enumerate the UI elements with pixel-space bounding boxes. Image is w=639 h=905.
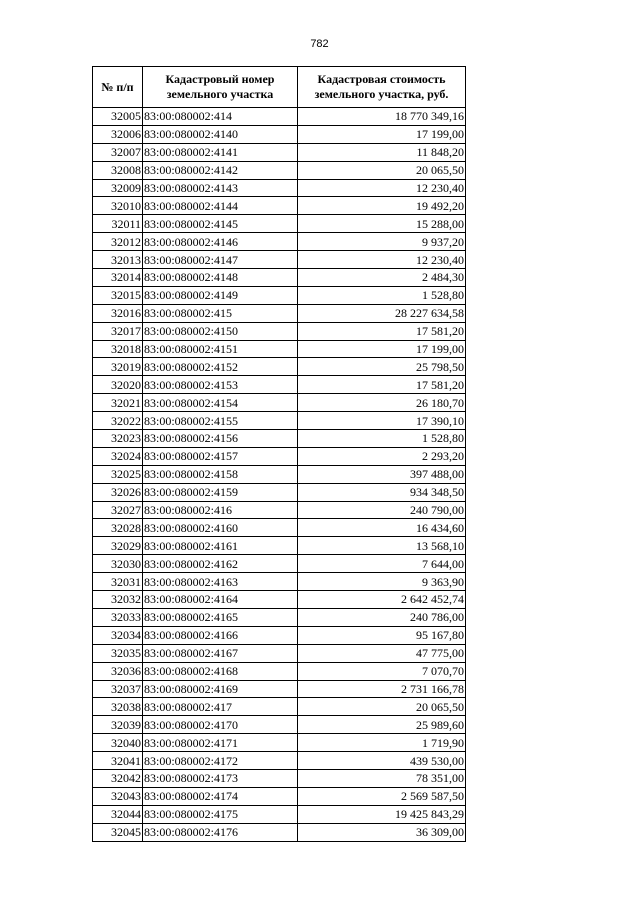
cell-cadastral-number: 83:00:080002:4164 — [143, 591, 298, 609]
table-row — [93, 394, 466, 412]
cell-cadastral-value: 7 644,00 — [298, 555, 466, 573]
cell-cadastral-value: 13 568,10 — [298, 537, 466, 555]
table-row — [93, 143, 466, 161]
table-row — [93, 501, 466, 519]
cell-row-number: 32036 — [93, 662, 143, 680]
table-row — [93, 805, 466, 823]
cell-cadastral-number: 83:00:080002:4165 — [143, 608, 298, 626]
cell-cadastral-number: 83:00:080002:417 — [143, 698, 298, 716]
table-row — [93, 734, 466, 752]
table-row — [93, 555, 466, 573]
cell-cadastral-number: 83:00:080002:416 — [143, 501, 298, 519]
cell-row-number: 32034 — [93, 626, 143, 644]
table-row — [93, 787, 466, 805]
cell-cadastral-number: 83:00:080002:4173 — [143, 769, 298, 787]
page-number: 782 — [310, 38, 329, 50]
cell-cadastral-number: 83:00:080002:4145 — [143, 215, 298, 233]
cell-cadastral-number: 83:00:080002:4156 — [143, 430, 298, 448]
cell-cadastral-value: 12 230,40 — [298, 251, 466, 269]
cell-cadastral-number: 83:00:080002:4171 — [143, 734, 298, 752]
cell-cadastral-number: 83:00:080002:4152 — [143, 358, 298, 376]
cell-cadastral-number: 83:00:080002:414 — [143, 108, 298, 126]
cell-cadastral-number: 83:00:080002:4144 — [143, 197, 298, 215]
cell-row-number: 32028 — [93, 519, 143, 537]
cell-row-number: 32018 — [93, 340, 143, 358]
cell-cadastral-value: 9 363,90 — [298, 573, 466, 591]
cell-row-number: 32042 — [93, 769, 143, 787]
cell-cadastral-value: 240 790,00 — [298, 501, 466, 519]
cell-cadastral-value: 18 770 349,16 — [298, 108, 466, 126]
cell-row-number: 32007 — [93, 143, 143, 161]
cell-cadastral-value: 95 167,80 — [298, 626, 466, 644]
table-row — [93, 322, 466, 340]
cell-row-number: 32037 — [93, 680, 143, 698]
cadastral-value-table — [92, 66, 466, 842]
cell-cadastral-value: 2 484,30 — [298, 269, 466, 287]
cell-cadastral-value: 16 434,60 — [298, 519, 466, 537]
table-row — [93, 662, 466, 680]
cell-cadastral-number: 83:00:080002:4142 — [143, 161, 298, 179]
cell-cadastral-number: 83:00:080002:4168 — [143, 662, 298, 680]
cell-cadastral-value: 17 199,00 — [298, 340, 466, 358]
cell-row-number: 32035 — [93, 644, 143, 662]
cell-cadastral-number: 83:00:080002:4155 — [143, 412, 298, 430]
table-row — [93, 823, 466, 841]
cell-row-number: 32032 — [93, 591, 143, 609]
table-row — [93, 608, 466, 626]
cell-cadastral-number: 83:00:080002:4148 — [143, 269, 298, 287]
cell-row-number: 32040 — [93, 734, 143, 752]
cell-cadastral-number: 83:00:080002:4169 — [143, 680, 298, 698]
table-row — [93, 161, 466, 179]
cell-row-number: 32025 — [93, 465, 143, 483]
cell-cadastral-number: 83:00:080002:4147 — [143, 251, 298, 269]
cell-cadastral-value: 1 719,90 — [298, 734, 466, 752]
cell-cadastral-value: 47 775,00 — [298, 644, 466, 662]
cell-cadastral-value: 2 293,20 — [298, 447, 466, 465]
cell-row-number: 32013 — [93, 251, 143, 269]
cell-cadastral-number: 83:00:080002:4146 — [143, 233, 298, 251]
cell-row-number: 32043 — [93, 787, 143, 805]
cell-cadastral-value: 1 528,80 — [298, 430, 466, 448]
table-row — [93, 447, 466, 465]
cell-row-number: 32005 — [93, 108, 143, 126]
header-cadastral-value: Кадастровая стоимость земельного участка, руб. — [298, 67, 466, 108]
cell-row-number: 32006 — [93, 125, 143, 143]
cell-cadastral-number: 83:00:080002:4150 — [143, 322, 298, 340]
cell-cadastral-value: 19 425 843,29 — [298, 805, 466, 823]
cell-row-number: 32044 — [93, 805, 143, 823]
table-row — [93, 286, 466, 304]
cell-row-number: 32030 — [93, 555, 143, 573]
table-row — [93, 519, 466, 537]
cell-cadastral-value: 25 798,50 — [298, 358, 466, 376]
header-cadastral-number: Кадастровый номер земельного участка — [143, 67, 298, 108]
table-row — [93, 430, 466, 448]
cell-cadastral-number: 83:00:080002:4140 — [143, 125, 298, 143]
table-row — [93, 108, 466, 126]
cell-cadastral-value: 934 348,50 — [298, 483, 466, 501]
cell-cadastral-number: 83:00:080002:4154 — [143, 394, 298, 412]
cell-cadastral-number: 83:00:080002:4162 — [143, 555, 298, 573]
cell-cadastral-number: 83:00:080002:4161 — [143, 537, 298, 555]
cell-row-number: 32012 — [93, 233, 143, 251]
table-row — [93, 251, 466, 269]
cell-row-number: 32019 — [93, 358, 143, 376]
table-body — [93, 108, 466, 842]
table-row — [93, 465, 466, 483]
cell-cadastral-number: 83:00:080002:4166 — [143, 626, 298, 644]
table-row — [93, 769, 466, 787]
cell-cadastral-value: 20 065,50 — [298, 161, 466, 179]
table-row — [93, 358, 466, 376]
cell-cadastral-value: 17 199,00 — [298, 125, 466, 143]
cell-row-number: 32009 — [93, 179, 143, 197]
table-row — [93, 233, 466, 251]
cell-cadastral-value: 25 989,60 — [298, 716, 466, 734]
table-row — [93, 591, 466, 609]
cell-row-number: 32020 — [93, 376, 143, 394]
cell-cadastral-value: 7 070,70 — [298, 662, 466, 680]
cell-cadastral-value: 26 180,70 — [298, 394, 466, 412]
cell-cadastral-value: 78 351,00 — [298, 769, 466, 787]
table-row — [93, 179, 466, 197]
cell-row-number: 32016 — [93, 304, 143, 322]
cell-row-number: 32031 — [93, 573, 143, 591]
cell-cadastral-number: 83:00:080002:4158 — [143, 465, 298, 483]
cell-cadastral-value: 19 492,20 — [298, 197, 466, 215]
cell-cadastral-number: 83:00:080002:4163 — [143, 573, 298, 591]
cell-cadastral-value: 17 390,10 — [298, 412, 466, 430]
cell-cadastral-number: 83:00:080002:4149 — [143, 286, 298, 304]
table-row — [93, 125, 466, 143]
cell-cadastral-value: 439 530,00 — [298, 752, 466, 770]
cell-cadastral-value: 1 528,80 — [298, 286, 466, 304]
cell-row-number: 32022 — [93, 412, 143, 430]
table-row — [93, 215, 466, 233]
cell-row-number: 32026 — [93, 483, 143, 501]
cell-cadastral-value: 20 065,50 — [298, 698, 466, 716]
table-row — [93, 752, 466, 770]
cell-cadastral-value: 9 937,20 — [298, 233, 466, 251]
cell-cadastral-value: 12 230,40 — [298, 179, 466, 197]
table-row — [93, 340, 466, 358]
cell-cadastral-number: 83:00:080002:4172 — [143, 752, 298, 770]
cell-cadastral-value: 397 488,00 — [298, 465, 466, 483]
cell-row-number: 32024 — [93, 447, 143, 465]
table-row — [93, 376, 466, 394]
cell-cadastral-number: 83:00:080002:4157 — [143, 447, 298, 465]
table-row — [93, 537, 466, 555]
cell-cadastral-number: 83:00:080002:4170 — [143, 716, 298, 734]
cell-cadastral-number: 83:00:080002:4175 — [143, 805, 298, 823]
cell-row-number: 32041 — [93, 752, 143, 770]
cell-cadastral-value: 15 288,00 — [298, 215, 466, 233]
cell-cadastral-value: 17 581,20 — [298, 376, 466, 394]
cell-cadastral-number: 83:00:080002:415 — [143, 304, 298, 322]
table-row — [93, 412, 466, 430]
cell-row-number: 32010 — [93, 197, 143, 215]
table-row — [93, 304, 466, 322]
cell-cadastral-number: 83:00:080002:4174 — [143, 787, 298, 805]
cell-cadastral-number: 83:00:080002:4159 — [143, 483, 298, 501]
cell-row-number: 32011 — [93, 215, 143, 233]
header-row-number: № п/п — [93, 67, 143, 108]
cell-cadastral-number: 83:00:080002:4143 — [143, 179, 298, 197]
cell-row-number: 32017 — [93, 322, 143, 340]
cell-cadastral-value: 2 731 166,78 — [298, 680, 466, 698]
cell-cadastral-value: 17 581,20 — [298, 322, 466, 340]
cell-row-number: 32029 — [93, 537, 143, 555]
table-row — [93, 644, 466, 662]
cell-row-number: 32039 — [93, 716, 143, 734]
cell-row-number: 32045 — [93, 823, 143, 841]
cell-cadastral-number: 83:00:080002:4160 — [143, 519, 298, 537]
table-row — [93, 716, 466, 734]
cell-cadastral-number: 83:00:080002:4176 — [143, 823, 298, 841]
cell-row-number: 32008 — [93, 161, 143, 179]
table-row — [93, 698, 466, 716]
table-row — [93, 573, 466, 591]
cell-cadastral-value: 11 848,20 — [298, 143, 466, 161]
cell-cadastral-number: 83:00:080002:4153 — [143, 376, 298, 394]
table-row — [93, 680, 466, 698]
cell-row-number: 32038 — [93, 698, 143, 716]
cell-cadastral-value: 36 309,00 — [298, 823, 466, 841]
cell-cadastral-value: 28 227 634,58 — [298, 304, 466, 322]
cell-row-number: 32033 — [93, 608, 143, 626]
table-header-row — [93, 67, 466, 108]
cell-row-number: 32023 — [93, 430, 143, 448]
table-row — [93, 269, 466, 287]
cell-cadastral-value: 240 786,00 — [298, 608, 466, 626]
table-row — [93, 626, 466, 644]
cell-row-number: 32021 — [93, 394, 143, 412]
cell-row-number: 32014 — [93, 269, 143, 287]
table-row — [93, 197, 466, 215]
cell-row-number: 32015 — [93, 286, 143, 304]
cell-cadastral-number: 83:00:080002:4167 — [143, 644, 298, 662]
table-row — [93, 483, 466, 501]
cell-row-number: 32027 — [93, 501, 143, 519]
cell-cadastral-value: 2 642 452,74 — [298, 591, 466, 609]
cell-cadastral-number: 83:00:080002:4151 — [143, 340, 298, 358]
cell-cadastral-number: 83:00:080002:4141 — [143, 143, 298, 161]
cell-cadastral-value: 2 569 587,50 — [298, 787, 466, 805]
